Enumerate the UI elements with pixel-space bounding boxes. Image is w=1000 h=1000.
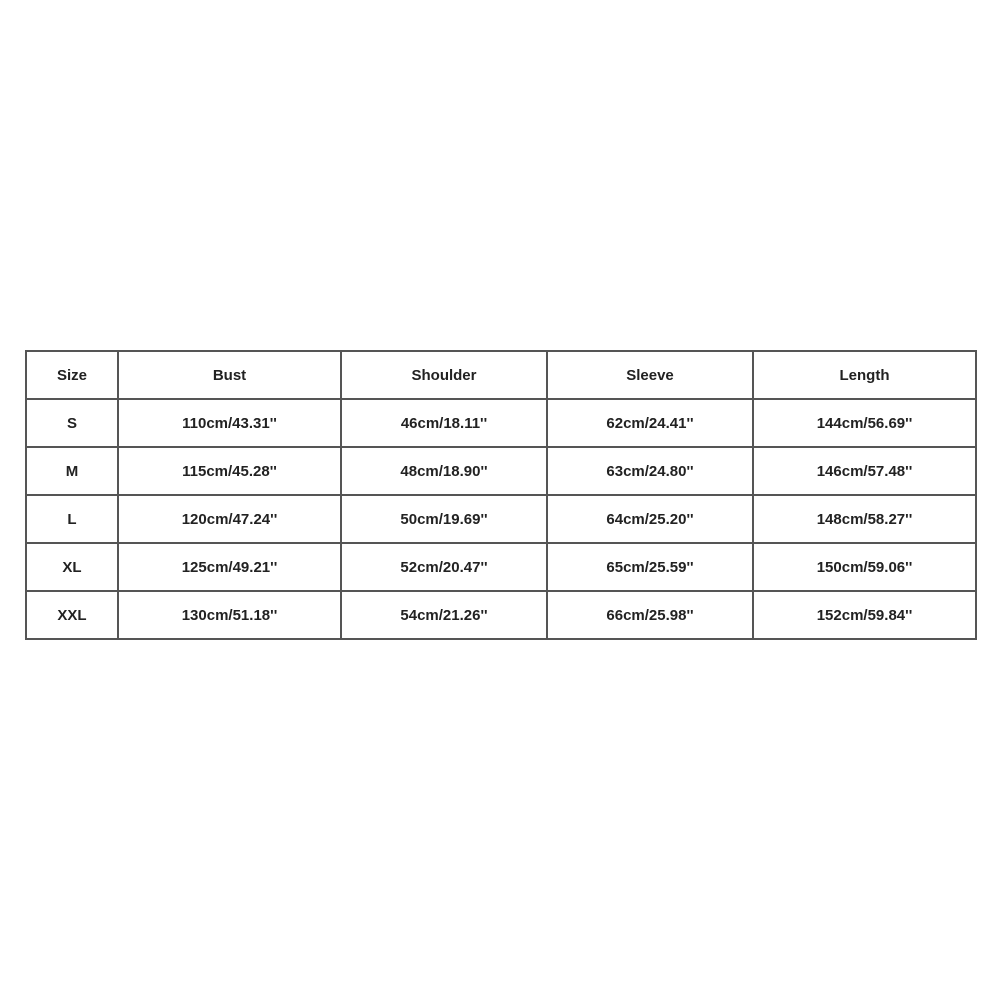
length-cell: 152cm/59.84'' [753, 591, 976, 639]
shoulder-cell: 50cm/19.69'' [341, 495, 547, 543]
column-header-length: Length [753, 351, 976, 399]
size-cell: XXL [26, 591, 118, 639]
table-row [26, 447, 976, 495]
table-row [26, 495, 976, 543]
bust-cell: 115cm/45.28'' [118, 447, 341, 495]
column-header-sleeve: Sleeve [547, 351, 753, 399]
length-cell: 150cm/59.06'' [753, 543, 976, 591]
bust-cell: 120cm/47.24'' [118, 495, 341, 543]
size-cell: M [26, 447, 118, 495]
bust-cell: 130cm/51.18'' [118, 591, 341, 639]
size-cell: XL [26, 543, 118, 591]
sleeve-cell: 64cm/25.20'' [547, 495, 753, 543]
length-cell: 146cm/57.48'' [753, 447, 976, 495]
bust-cell: 125cm/49.21'' [118, 543, 341, 591]
table-row [26, 399, 976, 447]
shoulder-cell: 46cm/18.11'' [341, 399, 547, 447]
shoulder-cell: 52cm/20.47'' [341, 543, 547, 591]
table-header-row [26, 351, 976, 399]
bust-cell: 110cm/43.31'' [118, 399, 341, 447]
sleeve-cell: 66cm/25.98'' [547, 591, 753, 639]
sleeve-cell: 63cm/24.80'' [547, 447, 753, 495]
length-cell: 144cm/56.69'' [753, 399, 976, 447]
shoulder-cell: 54cm/21.26'' [341, 591, 547, 639]
sleeve-cell: 65cm/25.59'' [547, 543, 753, 591]
length-cell: 148cm/58.27'' [753, 495, 976, 543]
size-cell: S [26, 399, 118, 447]
size-cell: L [26, 495, 118, 543]
column-header-bust: Bust [118, 351, 341, 399]
size-chart-table [25, 350, 977, 640]
column-header-size: Size [26, 351, 118, 399]
sleeve-cell: 62cm/24.41'' [547, 399, 753, 447]
table-row [26, 543, 976, 591]
table-row [26, 591, 976, 639]
shoulder-cell: 48cm/18.90'' [341, 447, 547, 495]
column-header-shoulder: Shoulder [341, 351, 547, 399]
